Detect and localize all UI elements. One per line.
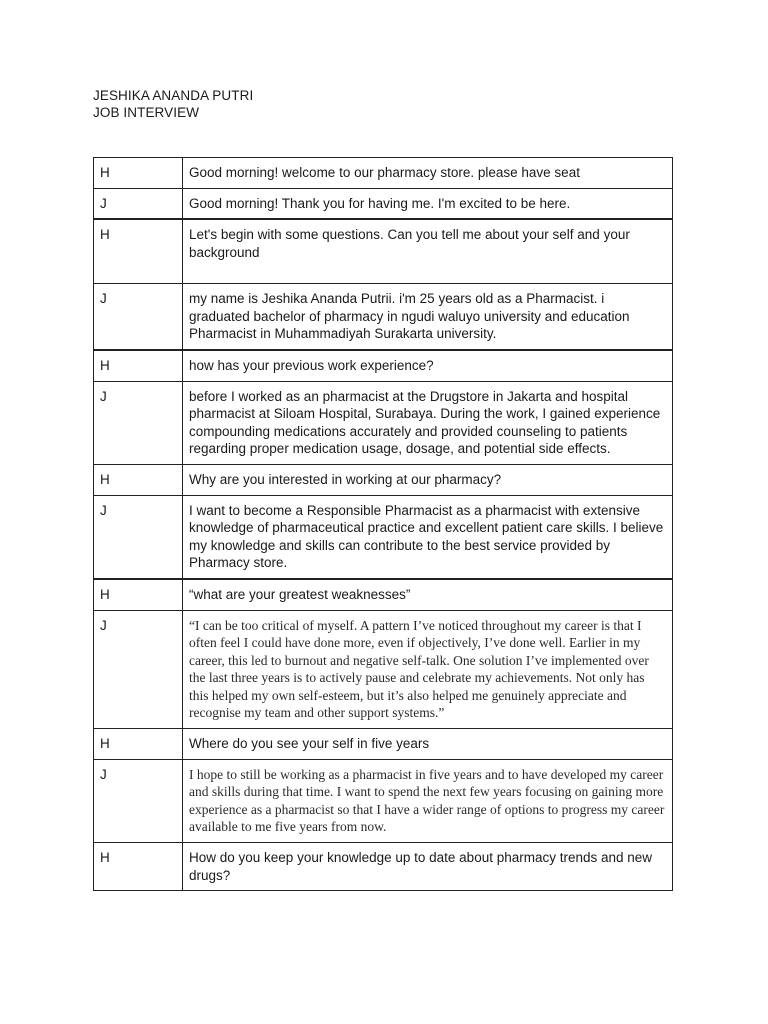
- speech-cell: my name is Jeshika Ananda Putrii. i'm 25 years old as a Pharmacist. i graduated bachelor of pharmacy in ngudi waluyo university and education Pharmacist in Muhammadiyah Surakarta university.: [183, 284, 673, 350]
- document-heading: [93, 87, 253, 121]
- table-row: [94, 843, 673, 891]
- speaker-cell: H: [94, 729, 183, 760]
- table-row: [94, 158, 673, 189]
- speaker-cell: H: [94, 350, 183, 381]
- speaker-cell: J: [94, 759, 183, 842]
- interview-transcript-table: [93, 157, 673, 891]
- table-row: [94, 495, 673, 579]
- speaker-cell: H: [94, 158, 183, 189]
- table-row: [94, 350, 673, 381]
- speech-cell: “what are your greatest weaknesses”: [183, 579, 673, 610]
- speech-cell: Good morning! welcome to our pharmacy store. please have seat: [183, 158, 673, 189]
- speaker-cell: H: [94, 219, 183, 284]
- table-row: [94, 729, 673, 760]
- table-row: [94, 381, 673, 464]
- speech-cell: how has your previous work experience?: [183, 350, 673, 381]
- speech-cell: Let's begin with some questions. Can you tell me about your self and your background: [183, 219, 673, 284]
- document-subtitle: JOB INTERVIEW: [93, 105, 200, 120]
- candidate-name: JESHIKA ANANDA PUTRI: [93, 88, 254, 103]
- speech-cell: “I can be too critical of myself. A pattern I’ve noticed throughout my career is that I often feel I could have done more, even if objectively, I’ve done well. Earlier in my career, this led to burnout and negative self-talk. One solution I’ve implemented over the last three years is to actively pause and celebrate my achievements. Not only has this helped my own self-esteem, but it’s also helped me genuinely appreciate and recognise my team and other support systems.”: [183, 610, 673, 729]
- speaker-cell: J: [94, 495, 183, 579]
- speech-cell: before I worked as an pharmacist at the Drugstore in Jakarta and hospital pharmacist at Siloam Hospital, Surabaya. During the work, I gained experience compounding medications accurately and provided counseling to patients regarding proper medication usage, dosage, and potential side effects.: [183, 381, 673, 464]
- speaker-cell: J: [94, 188, 183, 219]
- table-row: [94, 759, 673, 842]
- speech-cell: Where do you see your self in five years: [183, 729, 673, 760]
- table-row: [94, 610, 673, 729]
- table-row: [94, 464, 673, 495]
- speech-cell: How do you keep your knowledge up to date about pharmacy trends and new drugs?: [183, 843, 673, 891]
- speaker-cell: H: [94, 843, 183, 891]
- table-row: [94, 188, 673, 219]
- speech-cell: I hope to still be working as a pharmacist in five years and to have developed my career and skills during that time. I want to spend the next few years focusing on gaining more experience as a pharmacist so that I have a wider range of options to progress my career available to me five years from now.: [183, 759, 673, 842]
- table-row: [94, 219, 673, 284]
- speaker-cell: J: [94, 381, 183, 464]
- speaker-cell: H: [94, 464, 183, 495]
- table-row: [94, 579, 673, 610]
- speech-cell: I want to become a Responsible Pharmacist as a pharmacist with extensive knowledge of pharmaceutical practice and excellent patient care skills. I believe my knowledge and skills can contribute to the best service provided by Pharmacy store.: [183, 495, 673, 579]
- speech-cell: Good morning! Thank you for having me. I'm excited to be here.: [183, 188, 673, 219]
- speaker-cell: H: [94, 579, 183, 610]
- speaker-cell: J: [94, 610, 183, 729]
- speech-cell: Why are you interested in working at our pharmacy?: [183, 464, 673, 495]
- speaker-cell: J: [94, 284, 183, 350]
- table-row: [94, 284, 673, 350]
